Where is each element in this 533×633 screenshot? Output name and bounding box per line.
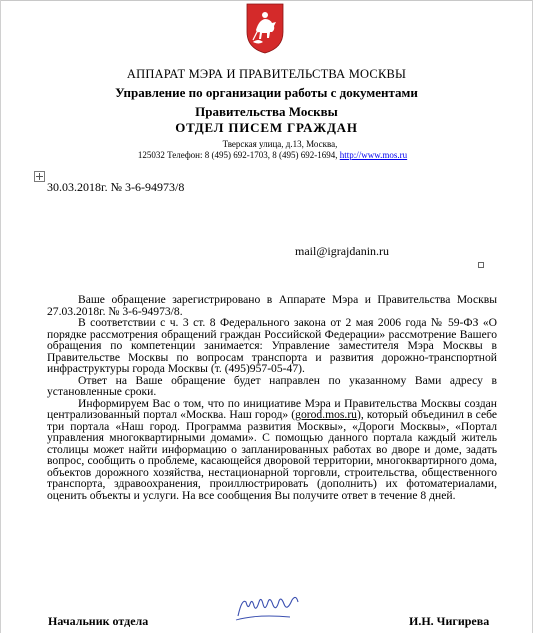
- recipient-email: mail@igrajdanin.ru: [295, 244, 390, 258]
- moscow-coat-of-arms-icon: [245, 2, 285, 54]
- address-line: Тверская улица, д.13, Москва,: [222, 139, 338, 149]
- paragraph-forwarding: В соответствии с ч. 3 ст. 8 Федерального закона от 2 мая 2006 года № 59-ФЗ «О порядке рассмотрения обращений граждан Российской Федерации» рассмотрение Вашего обращения по компетенции занимается: Управление заместителя Мэра Москвы в Правительстве Москвы по вопросам транспорта и развития дорожно-транспортной инфраструктуры города Москвы (т. (495)957-05-47).: [47, 316, 497, 375]
- portal-text-start: Информируем Вас о том, что по инициативе Мэра и Правительства Москвы создан централизованный портал «Москва. Наш город» (: [47, 396, 497, 421]
- resize-handle-icon[interactable]: [478, 262, 484, 268]
- move-handle-icon[interactable]: [34, 171, 45, 182]
- phone-numbers: 125032 Телефон: 8 (495) 692-1703, 8 (495) 692-1694,: [137, 150, 340, 160]
- signatory-name: И.Н. Чигирева: [409, 614, 490, 628]
- division-name: ОТДЕЛ ПИСЕМ ГРАЖДАН: [175, 120, 358, 135]
- paragraph-registration: Ваше обращение зарегистрировано в Аппарате Мэра и Правительства Москвы 27.03.2018г. № 3-6-94973/8.: [47, 293, 497, 318]
- frame-border-top: [0, 0, 533, 1]
- portal-link[interactable]: gorod.mos.ru: [295, 408, 357, 421]
- signatory-title: Начальник отдела: [48, 614, 149, 628]
- website-link[interactable]: http://www.mos.ru: [339, 150, 408, 160]
- portal-text-end: ), который объединил в себе три портала «Наш город. Программа развития Москвы», «Дороги Москвы», «Портал управления многоквартирными домами». С помощью данного портала каждый житель столицы может найти информацию о запланированных работах во дворе и доме, задать вопрос, сообщить о проблеме, касающейся дворовой территории, многоквартирного дома, объектов дорожного хозяйства, нестационарной торговли, строительства, общественного транспорта, здравоохранения, проиллюстрировать (дополнить) их фотоматериалами, оценить объекты и услуги. На все сообщения Вы получите ответ в течение 8 дней.: [47, 408, 497, 502]
- handwritten-signature: [232, 590, 302, 624]
- agency-name: АППАРАТ МЭРА И ПРАВИТЕЛЬСТВА МОСКВЫ: [126, 67, 407, 81]
- paragraph-portal-info: [47, 398, 497, 502]
- letter-body: [47, 294, 497, 501]
- department-name-cont: Правительства Москвы: [195, 104, 338, 119]
- contacts-line: [0, 150, 533, 160]
- department-name: Управление по организации работы с документами: [115, 85, 418, 100]
- registration-number: 30.03.2018г. № 3-6-94973/8: [47, 180, 185, 194]
- paragraph-response: Ответ на Ваше обращение будет направлен по указанному Вами адресу в установленные сроки.: [47, 373, 497, 398]
